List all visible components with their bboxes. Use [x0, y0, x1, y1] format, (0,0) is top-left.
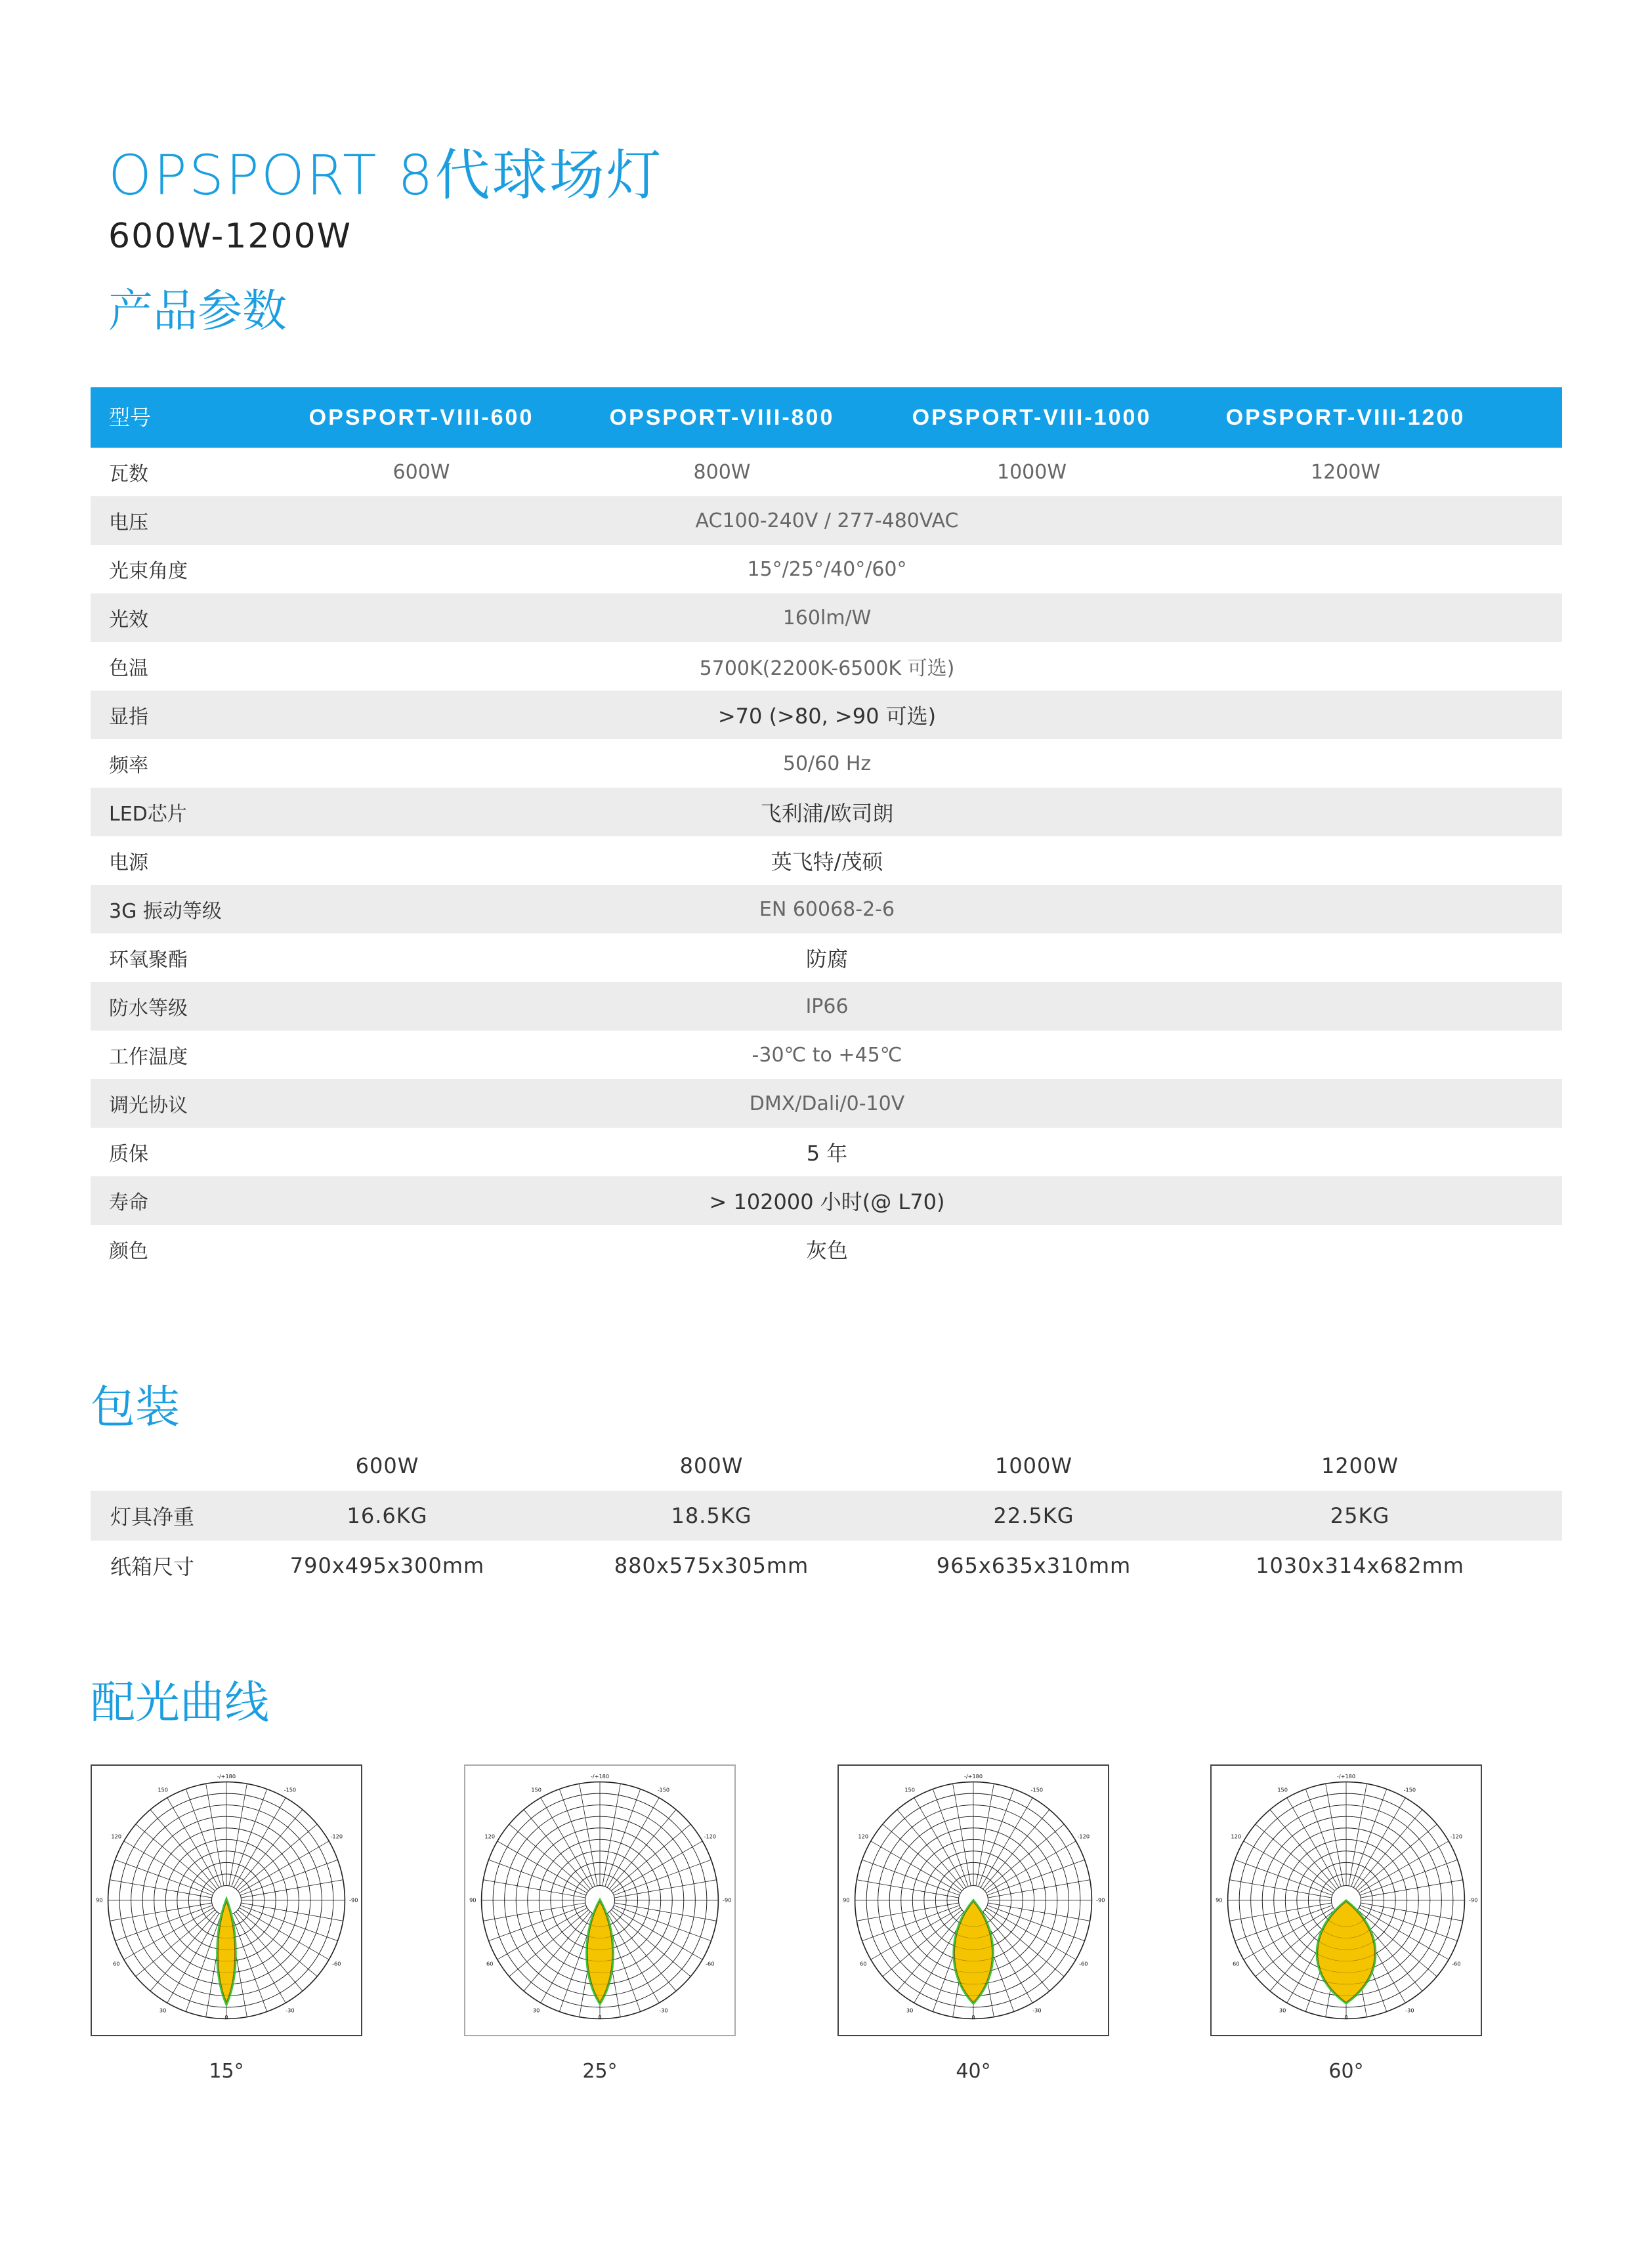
- polar-axis-label: -60: [332, 1960, 341, 1967]
- packaging-col-header: 800W: [679, 1453, 744, 1478]
- polar-spoke: [1357, 1824, 1437, 1890]
- row-value: 飞利浦/欧司朗: [760, 801, 894, 826]
- packaging-col-header: 1000W: [994, 1453, 1073, 1478]
- polar-axis-label: 30: [1279, 2007, 1286, 2014]
- row-label: 瓦数: [109, 463, 148, 486]
- header-model-1200: OPSPORT-VIII-1200: [1225, 405, 1466, 430]
- header-model-600: OPSPORT-VIII-600: [308, 405, 534, 430]
- packaging-col-header: 1200W: [1321, 1453, 1399, 1478]
- polar-axis-label: -90: [723, 1896, 732, 1904]
- polar-spoke: [150, 1810, 217, 1889]
- row-label: 电压: [109, 511, 148, 534]
- polar-lobe: [954, 1902, 992, 2002]
- polar-spoke: [1360, 1860, 1457, 1895]
- row-label: 寿命: [109, 1191, 148, 1214]
- page-title: OPSPORT 8代球场灯: [108, 143, 664, 207]
- wattage-cell: 1200W: [1310, 460, 1381, 484]
- packaging-cell: 18.5KG: [671, 1503, 752, 1528]
- polar-spoke: [605, 1789, 641, 1886]
- polar-axis-label: -60: [706, 1960, 715, 1967]
- polar-label-25: 25°: [582, 2060, 618, 2083]
- row-label: 频率: [109, 754, 148, 777]
- row-label: 颜色: [109, 1240, 148, 1263]
- row-value: 灰色: [805, 1238, 849, 1263]
- polar-label-60: 60°: [1328, 2060, 1364, 2083]
- wattage-cell: 1000W: [996, 460, 1067, 484]
- polar-spoke: [862, 1860, 959, 1895]
- polar-axis-label: -90: [1469, 1896, 1478, 1904]
- polar-spoke: [983, 1810, 1049, 1889]
- polar-spoke: [110, 1903, 211, 1921]
- polar-spoke: [240, 1860, 337, 1895]
- row-label: 防水等级: [109, 997, 188, 1020]
- polar-spoke: [236, 1810, 302, 1889]
- spec-row-beam-angle: [91, 545, 1562, 593]
- polar-axis-label: 0: [1344, 2013, 1348, 2020]
- polar-axis-label: -90: [1096, 1896, 1105, 1904]
- polar-axis-label: -120: [330, 1833, 343, 1840]
- polar-chart-15: [91, 1764, 362, 2036]
- spec-row-ip-rating: [91, 982, 1562, 1031]
- row-label: 灯具净重: [110, 1505, 195, 1529]
- polar-spoke: [611, 1824, 690, 1890]
- row-label: 电源: [109, 851, 148, 874]
- polar-axis-label: -/+180: [964, 1772, 983, 1780]
- polar-spoke: [1361, 1903, 1462, 1921]
- polar-spoke: [1349, 1783, 1366, 1885]
- polar-spoke: [232, 1789, 267, 1886]
- polar-spoke: [614, 1903, 716, 1921]
- polar-spoke: [524, 1810, 590, 1889]
- polar-axis-label: 150: [158, 1786, 168, 1793]
- row-value: > 102000 小时(@ L70): [709, 1189, 945, 1214]
- spec-row-cct: [91, 642, 1562, 691]
- row-label: 色温: [109, 657, 148, 680]
- packaging-cell: 22.5KG: [993, 1503, 1074, 1528]
- spec-row-color: [91, 1225, 1562, 1273]
- section-heading-packaging: 包装: [91, 1382, 180, 1434]
- polar-spoke: [976, 1783, 994, 1885]
- row-value: 50/60 Hz: [782, 752, 872, 775]
- packaging-cell: 790x495x300mm: [289, 1553, 485, 1578]
- polar-spoke: [609, 1810, 675, 1889]
- polar-spoke: [241, 1903, 343, 1921]
- spec-row-cri: [91, 691, 1562, 739]
- polar-spoke: [857, 1880, 958, 1898]
- packaging-header-row: [91, 1441, 1562, 1491]
- polar-axis-label: -150: [1403, 1786, 1416, 1793]
- polar-axis-label: 90: [96, 1896, 103, 1904]
- polar-spoke: [136, 1824, 215, 1890]
- polar-spoke: [1355, 1810, 1422, 1889]
- polar-axis-label: -/+180: [1336, 1772, 1356, 1780]
- wattage-cell: 600W: [392, 460, 450, 484]
- polar-spoke: [1270, 1810, 1336, 1889]
- polar-spoke: [857, 1903, 958, 1921]
- polar-spoke: [483, 1903, 585, 1921]
- header-model-1000: OPSPORT-VIII-1000: [912, 405, 1152, 430]
- polar-spoke: [115, 1906, 212, 1941]
- polar-spoke: [509, 1910, 589, 1976]
- header-label: 型号: [109, 405, 152, 430]
- polar-axis-label: -30: [1032, 2007, 1042, 2014]
- spec-row-dimming: [91, 1079, 1562, 1128]
- polar-axis-label: 90: [843, 1896, 850, 1904]
- section-heading-light-curve: 配光曲线: [91, 1677, 270, 1729]
- polar-spoke: [186, 1789, 221, 1886]
- polar-spoke: [110, 1880, 211, 1898]
- polar-spoke: [1229, 1880, 1331, 1898]
- row-label: 显指: [109, 706, 148, 729]
- polar-spoke: [524, 1912, 590, 1991]
- row-label: 3G 振动等级: [109, 900, 222, 923]
- row-value: 防腐: [805, 947, 849, 972]
- row-value: IP66: [805, 994, 849, 1018]
- polar-spoke: [1326, 1783, 1344, 1885]
- polar-spoke: [580, 1783, 597, 1885]
- polar-spoke: [236, 1912, 302, 1991]
- spec-row-frequency: [91, 739, 1562, 788]
- row-label: 工作温度: [109, 1046, 188, 1069]
- spec-row-vibration: [91, 885, 1562, 933]
- page-subtitle: 600W-1200W: [108, 217, 352, 256]
- polar-axis-label: -30: [286, 2007, 295, 2014]
- row-label: 质保: [109, 1143, 148, 1166]
- polar-axis-label: -30: [659, 2007, 668, 2014]
- polar-spoke: [509, 1824, 589, 1890]
- polar-spoke: [614, 1880, 716, 1898]
- polar-spoke: [987, 1906, 1084, 1941]
- polar-axis-label: -/+180: [217, 1772, 236, 1780]
- polar-spoke: [1256, 1824, 1335, 1890]
- polar-spoke: [609, 1912, 675, 1991]
- polar-axis-label: 60: [486, 1960, 494, 1967]
- packaging-cell: 965x635x310mm: [936, 1553, 1132, 1578]
- polar-spoke: [1235, 1860, 1332, 1895]
- spec-row-efficacy: [91, 593, 1562, 642]
- spec-row-lifetime: [91, 1176, 1562, 1225]
- polar-spoke: [559, 1789, 595, 1886]
- polar-spoke: [206, 1783, 224, 1885]
- polar-axis-label: 0: [971, 2013, 975, 2020]
- spec-row-led-chip: [91, 788, 1562, 836]
- spec-table: [91, 387, 1562, 1273]
- polar-spoke: [186, 1914, 221, 2011]
- polar-axis-label: -150: [284, 1786, 297, 1793]
- spec-row-coating: [91, 933, 1562, 982]
- polar-axis-label: 30: [532, 2007, 540, 2014]
- polar-spoke: [897, 1810, 964, 1889]
- polar-spoke: [1361, 1880, 1462, 1898]
- polar-axis-label: -60: [1452, 1960, 1461, 1967]
- polar-spoke: [240, 1906, 337, 1941]
- polar-axis-label: -/+180: [590, 1772, 610, 1780]
- packaging-col-header: 600W: [355, 1453, 419, 1478]
- polar-spoke: [985, 1824, 1064, 1890]
- polar-axis-label: -120: [704, 1833, 717, 1840]
- row-label: 光束角度: [109, 560, 188, 583]
- polar-spoke: [229, 1783, 247, 1885]
- spec-row-driver: [91, 836, 1562, 885]
- polar-axis-label: 90: [469, 1896, 477, 1904]
- polar-spoke: [985, 1910, 1064, 1976]
- polar-axis-label: -120: [1077, 1833, 1090, 1840]
- polar-spoke: [883, 1824, 962, 1890]
- spec-row-voltage: [91, 496, 1562, 545]
- polar-spoke: [1235, 1906, 1332, 1941]
- row-label: 环氧聚酯: [109, 949, 188, 972]
- polar-spoke: [238, 1910, 317, 1976]
- polar-spoke: [988, 1903, 1090, 1921]
- polar-axis-label: 150: [904, 1786, 915, 1793]
- polar-axis-label: -120: [1450, 1833, 1463, 1840]
- row-label: LED芯片: [109, 803, 187, 826]
- polar-axis-label: -90: [349, 1896, 358, 1904]
- polar-spoke: [1305, 1789, 1341, 1886]
- row-value: -30℃ to +45℃: [752, 1043, 902, 1067]
- polar-chart-25: [464, 1764, 736, 2036]
- polar-axis-label: 120: [858, 1833, 869, 1840]
- polar-spoke: [988, 1880, 1090, 1898]
- polar-label-15: 15°: [209, 2060, 244, 2083]
- row-value: DMX/Dali/0-10V: [749, 1092, 905, 1115]
- packaging-row-weight: [91, 1491, 1562, 1541]
- row-value: >70 (>80, >90 可选): [717, 704, 937, 729]
- polar-axis-label: 30: [906, 2007, 914, 2014]
- row-value: EN 60068-2-6: [759, 897, 895, 921]
- packaging-row-carton-size: [91, 1541, 1562, 1591]
- polar-spoke: [150, 1912, 217, 1991]
- polar-axis-label: 0: [224, 2013, 228, 2020]
- polar-spoke: [614, 1906, 711, 1941]
- polar-spoke: [1351, 1789, 1387, 1886]
- polar-spoke: [611, 1910, 690, 1976]
- polar-spoke: [603, 1783, 620, 1885]
- polar-axis-label: 120: [111, 1833, 122, 1840]
- polar-spoke: [232, 1914, 267, 2011]
- polar-axis-label: 60: [860, 1960, 867, 1967]
- polar-axis-label: -150: [1030, 1786, 1044, 1793]
- row-value: 5700K(2200K-6500K 可选): [699, 657, 955, 680]
- polar-spoke: [1360, 1906, 1457, 1941]
- polar-spoke: [488, 1860, 585, 1895]
- polar-chart-40: [837, 1764, 1109, 2036]
- wattage-cell: 800W: [693, 460, 751, 484]
- polar-spoke: [862, 1906, 959, 1941]
- polar-spoke: [614, 1860, 711, 1895]
- polar-axis-label: 150: [531, 1786, 541, 1793]
- row-label: 纸箱尺寸: [110, 1554, 195, 1579]
- packaging-cell: 16.6KG: [347, 1503, 428, 1528]
- polar-label-40: 40°: [956, 2060, 991, 2083]
- polar-axis-label: -30: [1405, 2007, 1414, 2014]
- packaging-cell: 1030x314x682mm: [1256, 1553, 1464, 1578]
- polar-spoke: [953, 1783, 971, 1885]
- packaging-table: [91, 1441, 1562, 1591]
- packaging-cell: 25KG: [1330, 1503, 1390, 1528]
- section-heading-params: 产品参数: [108, 286, 287, 337]
- row-value: 160lm/W: [782, 606, 872, 630]
- polar-axis-label: -150: [657, 1786, 670, 1793]
- row-value: 15°/25°/40°/60°: [747, 557, 907, 581]
- row-value: AC100-240V / 277-480VAC: [695, 509, 959, 532]
- polar-spoke: [136, 1910, 215, 1976]
- header-model-800: OPSPORT-VIII-800: [609, 405, 835, 430]
- polar-spoke: [883, 1910, 962, 1976]
- row-value: 英飞特/茂硕: [771, 849, 883, 874]
- row-label: 调光协议: [109, 1094, 188, 1117]
- spec-table-header: [91, 387, 1562, 448]
- spec-row-operating-temp: [91, 1031, 1562, 1079]
- polar-spoke: [483, 1880, 585, 1898]
- row-label: 光效: [109, 609, 148, 631]
- polar-spoke: [238, 1824, 317, 1890]
- polar-axis-label: 0: [598, 2013, 602, 2020]
- polar-axis-label: 30: [159, 2007, 167, 2014]
- polar-spoke: [488, 1906, 585, 1941]
- polar-spoke: [933, 1789, 968, 1886]
- spec-row-warranty: [91, 1128, 1562, 1176]
- polar-axis-label: 90: [1216, 1896, 1223, 1904]
- polar-axis-label: 60: [1233, 1960, 1240, 1967]
- polar-axis-label: 60: [113, 1960, 120, 1967]
- polar-axis-label: 120: [484, 1833, 496, 1840]
- polar-spoke: [979, 1789, 1014, 1886]
- polar-axis-label: 120: [1231, 1833, 1242, 1840]
- polar-chart-60: [1210, 1764, 1482, 2036]
- polar-spoke: [241, 1880, 343, 1898]
- polar-axis-label: 150: [1277, 1786, 1288, 1793]
- polar-spoke: [987, 1860, 1084, 1895]
- polar-spoke: [115, 1860, 212, 1895]
- polar-spoke: [1229, 1903, 1331, 1921]
- row-value: 5 年: [806, 1141, 848, 1166]
- packaging-cell: 880x575x305mm: [614, 1553, 809, 1578]
- polar-axis-label: -60: [1079, 1960, 1088, 1967]
- spec-row-wattage: [91, 448, 1562, 496]
